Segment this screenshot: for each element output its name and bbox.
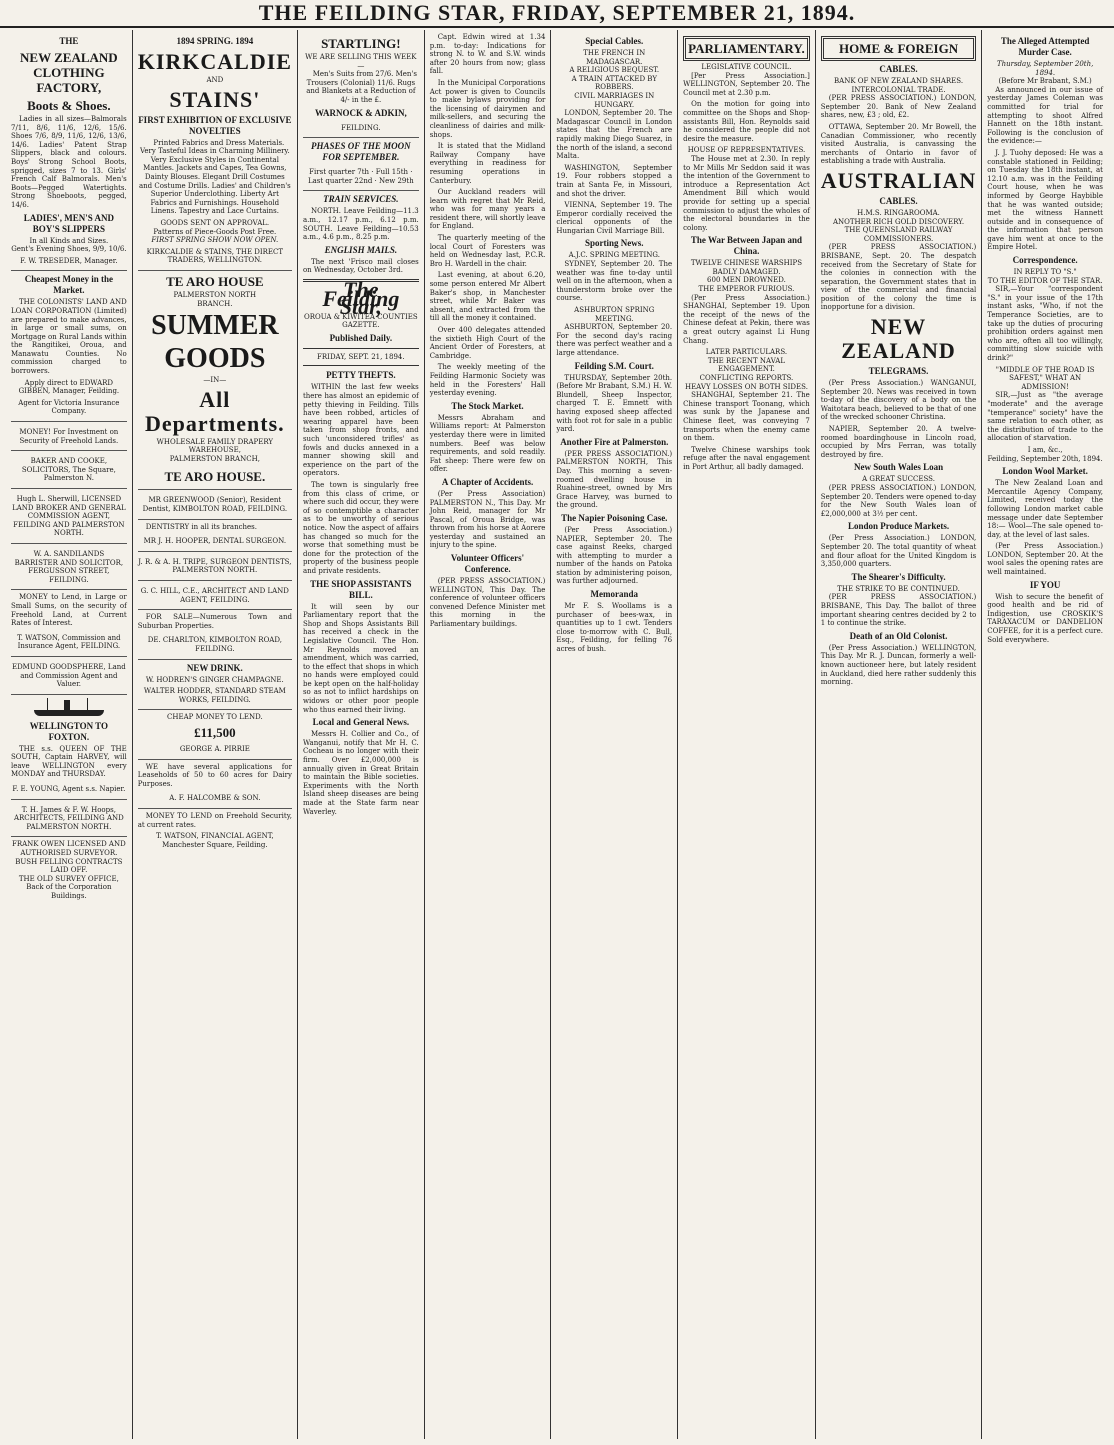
produce-heading: London Produce Markets. [847,521,950,532]
volunteer-heading: Volunteer Officers' Conference. [450,553,525,575]
gold-discovery: ANOTHER RICH GOLD DISCOVERY. [832,217,965,226]
washington-text: WASHINGTON, September 19. Four robbers stopped a train at Santa Fe, in Missouri, and shot the driver. [556,163,673,198]
civil-marriages: CIVIL MARRIAGES IN HUNGARY. [574,91,655,109]
foresters-meeting: The quarterly meeting of the local Court of Foresters was held on Wednesday last, P.C.R. Bro H. Wardell in the chair. [429,234,546,268]
mails-heading: ENGLISH MAILS. [324,244,398,255]
madagascar-text: LONDON, September 20. The Madagascar Council in London states that the French are rapidly making Diego Suarez, in the north of the island, a second Malta. [556,109,673,161]
reply-to-s: IN REPLY TO "S." [1013,268,1077,277]
warnock-adkin: WARNOCK & ADKIN, [314,107,407,118]
intercolonial: INTERCOLONIAL TRADE. [851,85,946,94]
death-heading: Death of an Old Colonist. [849,630,948,641]
leaseholds: WE have several applications for Leaseholds of 50 to 60 acres for Dairy Purposes. [137,762,292,788]
legislative-council: LEGISLATIVE COUNCIL. [701,63,792,71]
cheap-money: CHEAP MONEY TO LEND. [167,713,263,722]
council-met: [Per Press Association.] WELLINGTON, September 20. The Council met at 2.30 p.m. [683,71,810,97]
ashburton-meeting: ASHBURTON SPRING MEETING. [574,306,655,323]
halcombe: A. F. HALCOMBE & SON. [138,791,292,809]
ginger-champagne: W. HODREN'S GINGER CHAMPAGNE. [145,675,284,684]
money-investment: MONEY! For Investment on Security of Freehold Lands. [11,425,127,451]
old-survey-office: THE OLD SURVEY OFFICE, Back of the Corporation Buildings. [18,874,119,900]
slippers-sizes: In all Kinds and Sizes. [29,236,109,245]
goodsphere-ad: EDMUND GOODSPHERE, Land and Commission Agent and Valuer. [11,660,127,695]
baker-cooke: BAKER AND COOKE, SOLICITORS, The Square, Palmerston N. [11,454,127,489]
nsw-success: A GREAT SUCCESS. [862,475,935,484]
gents-shoes: Gent's Evening Shoes, 9/9, 10/6. [11,245,127,254]
men-drowned: 600 MEN DROWNED. [707,276,786,285]
mr-reid: Our Auckland readers will learn with regret that Mr Reid, who was for many years a resident there, will shortly leave for England. [429,188,546,231]
columns [6,30,1108,1439]
column-1 [6,30,132,1439]
startling: STARTLING! [321,36,401,51]
signoff: I am, &c., [1027,445,1063,454]
telegrams: TELEGRAMS. [868,366,929,377]
warships-damaged: TWELVE CHINESE WARSHIPS BADLY DAMAGED. [690,259,803,276]
nz-heading: NEW ZEALAND [841,314,956,364]
young-agent: F. E. YOUNG, Agent s.s. Napier. [11,782,127,800]
walter-hodder: WALTER HODDER, STANDARD STEAM WORKS, FEILDING. [138,684,292,710]
hooper-dentist: MR J. H. HOOPER, DENTAL SURGEON. [138,534,292,552]
letter-text: SIR,—Your "correspondent "S." in your issue of the 17th instant asks, "Who, if not the Temperance Societies, are to take up the duties of procuring prohibition orders against men who are, often all too willingly, committing slow suicide with drink?" [987,285,1103,362]
new-drink: NEW DRINK. [186,662,243,673]
letter-date: Feilding, September 20th, 1894. [987,454,1103,463]
warnock-feilding: FEILDING. [303,121,419,139]
sydney-racing: SYDNEY, September 20. The weather was fine to-day until well on in the afternoon, when a thunderstorm broke over the course. [556,260,673,303]
sandilands-ad: W. A. SANDILANDS BARRISTER AND SOLICITOR, FERGUSSON STREET, FEILDING. [11,547,127,590]
cables-sub: CABLES. [879,64,918,74]
accidents-heading: A Chapter of Accidents. [441,476,534,487]
shearer-text: (PER PRESS ASSOCIATION.) BRISBANE, This Day. The ballot of three important shearing centres decided by 2 to 1 to continue the strike. [820,593,977,628]
palmerston-branch: PALMERSTON BRANCH, [169,454,260,463]
direct-traders: KIRKCALDIE & STAINS, THE DIRECT TRADERS, WELLINGTON. [138,245,292,271]
alleged-murder-heading: The Alleged Attempted Murder Case. [1000,36,1090,57]
in-word: —IN— [203,376,227,385]
watson-financial: T. WATSON, FINANCIAL AGENT, Manchester Square, Feilding. [156,832,274,849]
petty-thefts-p1: WITHIN the last few weeks there has almost an epidemic of petty thieving in Feilding. Tills have been robbed, articles of wearing apparel have been taken from shop fronts, and such 'unconsidered trifles' as fowls and ducks annexed in a manner showing skill and experience on the part of the operators. [302,383,419,478]
wanganui: (Per Press Association.) WANGANUI, September 20. News was received in town to-day of the discovery of a body on the Waitotara beach, believed to be that of one of the wrecked schooner Christina. [820,379,977,422]
religious-bequest: A RELIGIOUS BEQUEST. [569,66,660,75]
wool-market-2: (Per Press Association.) LONDON, September 20. At the wool sales the opening rates are well maintained. [987,542,1103,577]
bush-felling: BUSH FELLING CONTRACTS LAID OFF. [15,857,123,875]
cheapest-money-body: THE COLONISTS' LAND AND LOAN CORPORATION (Limited) are prepared to make advances, in large or small sums, on Mortgage on Rural Lands within the Rangitikei, Oroua, and Manawatu Counties. No commission charged to borrowers. [11,298,127,376]
published-daily: Published Daily. [329,332,393,343]
queensland-railway: THE QUEENSLAND RAILWAY COMMISSIONERS. [844,226,953,243]
cheapest-money-heading: Cheapest Money in the Market. [24,274,113,296]
house-reps-text: The House met at 2.30. In reply to Mr Mills Mr Seddon said it was the intention of the Government to introduce a Representation Act Amendment Bill which would provide for setting up a special commission to adjust the wholes of the electoral boundaries in the colony. [683,154,810,232]
treseder-manager: F. W. TRESEDER, Manager. [11,254,127,272]
strike-continued: THE STRIKE TO BE CONTINUED. [837,584,960,593]
alleged-date: Thursday, September 20th, 1894. [996,60,1094,77]
ottawa: OTTAWA, September 20. Mr Bowell, the Canadian Commissioner, who recently visited Australia, is canvassing the merchants of Ontario in favor of establishing a trade with Australia. [820,122,977,166]
ajc-meeting: A.J.C. SPRING MEETING. [568,251,660,260]
harmonic-society: The weekly meeting of the Feilding Harmonic Society was held in the Foresters' Hall yesterday evening. [429,363,546,398]
home-foreign-heading: HOME & FOREIGN [821,36,976,61]
column-8 [981,30,1108,1439]
shop-bill-heading: THE SHOP ASSISTANTS BILL. [310,578,412,600]
for-sale: FOR SALE—Numerous Town and Suburban Properties. [137,613,292,630]
special-cables-heading: Special Cables. [585,36,644,46]
middle-road: "MIDDLE OF THE ROAD IS SAFEST," WHAT AN ADMISSION! [995,365,1095,391]
te-aro-house-2: TE ARO HOUSE. [138,466,292,490]
fire-heading: Another Fire at Palmerston. [560,436,669,447]
napier-heading: The Napier Poisoning Case. [561,512,668,523]
death-text: (Per Press Association.) WELLINGTON, This Day. Mr R. J. Duncan, formerly a well-known auctioneer here, but lately resident in Auckland, died here rather suddenly this morning. [820,643,977,687]
wool-heading: London Wool Market. [1002,466,1088,477]
correspondence-heading: Correspondence. [1012,255,1078,266]
issue-date: FRIDAY, SEPT. 21, 1894. [317,352,405,361]
spring-show: FIRST SPRING SHOW NOW OPEN. [151,236,279,245]
brisbane-text: (PER PRESS ASSOCIATION.) BRISBANE, Sept. 20. The despatch received from the Secretary of State for the colonies in connection with the separation, the Government states that in view of the commercial and financial position of the colony the time is inopportune for a division. [820,243,977,312]
masthead-title: THE FEILDING STAR, FRIDAY, SEPTEMBER 21, 1894. [258,0,856,25]
architects-ad: T. H. James & F. W. Hoops, ARCHITECTS, FEILDING AND PALMERSTON NORTH. [11,803,127,838]
watson-agent: T. WATSON, Commission and Insurance Agent, FEILDING. [11,631,127,657]
branch: BRANCH. [197,299,233,308]
wholesale: WHOLESALE FAMILY DRAPERY WAREHOUSE, [156,437,274,455]
australian-cables: CABLES. [879,195,918,206]
petty-thefts-p2: The town is singularly free from this class of crime, or where such did occur, they were of so contemptible a character as to be unworthy of serious notice. Now the aspect of affairs has changed so much for the worse that something must be done for the protection of the property of the business people and private residents. [302,481,419,575]
nsw-loan: (PER PRESS ASSOCIATION.) LONDON, September 20. Tenders were opened to-day for the New South Wales loan of £2,000,000 at 3½ per cent. [820,484,977,518]
if-you: IF YOU [1029,579,1061,590]
ringarooma: H.M.S. RINGAROOMA. [857,208,940,217]
oroua-gazette: OROUA & KIWITEA COUNTIES GAZETTE. [304,312,418,330]
shop-bill: It will seen by our Parliamentary report that the Shop and Shops Assistants Bill has received a check in the Legislative Council. The Hon. Mr Reynolds moved an amendment, which was carried, to the effect that shops in which no hands were employed could be kept open on the half-holiday so as not to inflict hardships on widows or other poor people who thus earned their living. [302,602,419,714]
memoranda-heading: Memoranda [590,589,639,600]
all-departments: All Departments. [144,386,285,436]
stains-title: STAINS' [169,86,261,112]
column-6 [677,30,815,1439]
victoria-insurance: Agent for Victoria Insurance Company. [11,396,127,422]
queen-of-south: THE s.s. QUEEN OF THE SOUTH, Captain HARVEY, will leave WELLINGTON every MONDAY and THURSDAY. [11,744,127,779]
sm-court: THURSDAY, September 20th. (Before Mr Brabant, S.M.) H. W. Blundell, Sheep Inspector, charged T. E. Emnett with having exposed sheep affected with foot rot for sale in a public yard. [556,373,673,434]
clothing-factory-title: NEW ZEALAND CLOTHING FACTORY, [20,50,118,95]
summer-title: SUMMER [151,310,279,342]
te-aro-house: TE ARO HOUSE [166,273,264,289]
hill-architect: G. C. HILL, C.E., ARCHITECT AND LAND AGENT, FEILDING. [138,584,292,610]
palmerston-north: PALMERSTON NORTH [173,290,257,299]
produce-markets: (Per Press Association.) LONDON, September 20. The total quantity of wheat and flour afloat for the United Kingdom is 3,350,000 quarters. [820,534,977,569]
wool-market: The New Zealand Loan and Mercantile Agency Company, Limited, received today the following London market cable message under date September 18:— Wool—The sale opened to-day, at the level of last sales. [987,479,1103,539]
napier-poisoning: (Per Press Association.) NAPIER, September 20. The case against Reeks, charged with attempting to murder a number of the hands on Patoka station by administering poison, was further adjourned. [556,525,673,586]
conflicting-reports: CONFLICTING REPORTS. [699,374,794,382]
wellington-foxton: WELLINGTON TO FOXTON. [29,720,108,742]
local-news: Messrs H. Collier and Co., of Wanganui, notify that Mr H. C. Cocheau is no longer with their firm. Over £2,000,000 is annually given in Great Britain to maintain the Bible societies. Experiments with the North Island sheep diseases are being made at the State farm near Waverley. [302,730,419,816]
sherwill-ad: Hugh L. Sherwill, LICENSED LAND BROKER AND GENERAL COMMISSION AGENT, FEILDING AND PALMERSTON NORTH. [11,492,127,544]
madagascar: THE FRENCH IN MADAGASCAR. [583,49,646,66]
weather-forecast: Capt. Edwin wired at 1.34 p.m. to-day: Indications for strong N. to W. and S.W. winds after 20 hours from now; glass fall. [429,33,546,76]
charlton: DE. CHARLTON, KIMBOLTON ROAD, FEILDING. [138,633,292,659]
shearer-heading: The Shearer's Difficulty. [851,571,946,582]
sm-court-heading: Feilding S.M. Court. [574,360,654,371]
goods-approval: GOODS SENT ON APPROVAL. [160,218,270,227]
apply-gibben: Apply direct to EDWARD GIBBEN, Manager, Feilding. [18,378,120,396]
feilding-star-nameplate: The Feilding Star, [322,276,400,320]
column-5 [550,30,677,1439]
selling-week: WE ARE SELLING THIS WEEK— [305,53,417,70]
train-heading: TRAIN SERVICES. [323,194,399,205]
volunteer: (PER PRESS ASSOCIATION.) WELLINGTON, This Day. The conference of volunteer officers convened Defence Minister met this morning in the Parliamentary buildings. [429,577,546,629]
war-heading: The War Between Japan and China. [690,235,803,257]
war-text: (Per Press Association.) SHANGHAI, September 19. Upon the receipt of the news of the Chinese defeat at Pekin, there was a great outcry against Li Hung Chang. [683,293,810,345]
spring-season: 1894 SPRING. 1894 [176,36,254,46]
midland-railway: It is stated that the Midland Railway Company have everything in readiness for resuming operations in Canterbury. [429,142,546,185]
coffee-ad: Wish to secure the benefit of good health and be rid of Indigestion, use CROSKIK'S TARAXACUM or DANDELION COFFEE, for it is a perfect cure. Sold everywhere. [987,592,1103,644]
first-exhibition: FIRST EXHIBITION OF EXCLUSIVE NOVELTIES [138,114,292,136]
ashburton-text: ASHBURTON, September 20. For the second day's racing there was perfect weather and a large attendance. [556,323,673,357]
greenwood-dentist: MR GREENWOOD (Senior), Resident Dentist, KIMBOLTON ROAD, FEILDING. [138,493,292,519]
frank-owen: FRANK OWEN LICENSED AND AUTHORISED SURVEYOR. [12,840,126,858]
pirrie: GEORGE A. PIRRIE [138,742,292,760]
train-robbers: A TRAIN ATTACKED BY ROBBERS. [571,74,657,92]
boots-body: Ladies in all sizes—Balmorals 7/11, 8/6, 11/6, 12/6, 15/6. Shoes 7/6, 8/9, 11/6, 12/6, 13/6, 14/6. Ladies' Patent Strap Slippers, black and colours. Boys' Strong School Boots, sprigged, sizes 7 to 13. Girls' French Calf Balmorals. Men's Boots—Pegged Watertights. Strong Shoeboots, pegged, 14/6. [11,115,127,209]
emperor-furious: THE EMPEROR FURIOUS. [698,285,795,294]
masthead [0,0,1114,28]
selling-items: Men's Suits from 27/6. Men's Trousers (Colonial) 11/6. Rugs and Blankets at a Reduction of 4/- in the £. [306,70,417,104]
english-mails: The next 'Frisco mail closes on Wednesday, October 3rd. [302,257,419,275]
heavy-losses: HEAVY LOSSES ON BOTH SIDES. [684,382,808,391]
sporting-heading: Sporting News. [585,238,644,249]
fire: (PER PRESS ASSOCIATION.) PALMERSTON NORTH, This Day. This morning a seven-roomed dwelling house in Ruahine-street, owned by Mrs Grace Harvey, was burned to the ground. [556,449,673,510]
shops-debate: On the motion for going into committee on the Shops and Shop-assistants Bill, Hon. Reynolds said he considered the people did not desire the measure. [683,100,810,143]
parliamentary-heading: PARLIAMENTARY. [683,36,810,61]
vienna-text: VIENNA, September 19. The Emperor cordially received the clerical opponents of the Hungarian Civil Marriage Bill. [556,201,673,235]
naval-engagement: THE RECENT NAVAL ENGAGEMENT. [707,356,785,374]
bank-shares: BANK OF NEW ZEALAND SHARES. [834,77,964,85]
column-3 [297,30,424,1439]
alleged-text: As announced in our issue of yesterday James Coleman was committed for trial for attempting to shoot Alfred Hannett on the 18th instant. Following is the conclusion of the evidence:— [987,85,1103,146]
slippers-heading: LADIES', MEN'S AND BOY'S SLIPPERS [23,212,114,234]
letter-text-2: SIR,—Just as "the average "moderate" and the average "temperance" society" have the same relation to each other, as the distribution of trade to the allocation of starvation. [987,391,1103,443]
nsw-loan-heading: New South Wales Loan [853,462,944,473]
novelties-list: Printed Fabrics and Dress Materials. Very Tasteful Ideas in Charming Millinery. Very Exclusive Styles in Continental Mantles. Jackets and Capes, Tea Gowns, Dainty Blouses. Elegant Drill Costumes and Costume Drills. Ladies' and Children's Superior Underclothing. Liberty Art Fabrics and Furnishings. Household Linens. Tapestry and Lace Curtains. [138,138,291,216]
loan-amount: £11,500 [194,724,236,740]
goods-title: GOODS [164,343,266,375]
stock-market: Messrs Abraham and Williams report: At Palmerston yesterday there were in limited numbers. Beef was below requirements, and sold readily. Fat sheep: There were few on offer. [429,413,546,474]
column-2 [132,30,297,1439]
port-arthur: Twelve Chinese warships took refuge after the naval engagement in Port Arthur, all badly damaged. [683,445,810,471]
petty-thefts-heading: PETTY THEFTS. [326,370,396,381]
dentistry: DENTISTRY in all its branches. [145,522,257,531]
boots-heading: Boots & Shoes. [27,98,111,113]
baker-theft: Last evening, at about 6.20, some person entered Mr Albert Baker's shop, in Manchester street, while Mr Baker was absent, and extracted from the till all the money it contained. [429,271,546,323]
tuohy-evidence: J. J. Tuohy deposed: He was a constable stationed in Feilding; on Tuesday the 18th instant, at 12.10 a.m. was in the Feilding Court house, when he was informed by George Haybible that he was wanted outside; met the witness Hannett outside and in consequence of the information that person gave him went at once to the Empire Hotel. [987,148,1103,252]
steamship-icon [29,698,109,718]
high-court-foresters: Over 400 delegates attended the sixtieth High Court of the Ancient Order of Foresters, at Cambridge. [429,326,546,360]
train-services: NORTH. Leave Feilding—11.3 a.m., 12.17 p.m., 6.12 p.m. SOUTH. Leave Feilding—10.53 a.m., 4.6 p.m., 8.25 p.m. [302,207,419,242]
later-particulars: LATER PARTICULARS. [705,348,788,357]
column-4 [424,30,551,1439]
and-word: AND [206,76,224,84]
moon-phases: First quarter 7th · Full 15th · Last quarter 22nd · New 29th [303,165,419,191]
australian-heading: AUSTRALIAN [820,167,977,193]
london-shares: (PER PRESS ASSOCIATION.) LONDON, September 20. Bank of New Zealand shares, new, £3 ; old, £2. [820,94,977,120]
house-reps: HOUSE OF REPRESENTATIVES. [687,146,806,155]
patterns-free: Patterns of Piece-Goods Post Free. [153,227,277,236]
shanghai-text: SHANGHAI, September 21. The Chinese transport Toonang, which was sunk by the Japanese and Chinese fleet, was conveying 7 transports when the enemy came on them. [683,391,810,443]
to-editor: TO THE EDITOR OF THE STAR. [987,276,1103,285]
municipal-act: In the Municipal Corporations Act power is given to Councils to make bylaws providing for the licensing of dairymen and milk-sellers, and securing the cleanliness of dairies and milk-shops. [429,78,546,139]
money-lend-2: MONEY TO LEND on Freehold Security, at current rates. [137,811,292,829]
napier-fire: NAPIER, September 20. A twelve-roomed boardinghouse in Lincoln road, occupied by Mrs Ferran, was totally destroyed by fire. [820,425,977,459]
tripe-surgeons: J. R. & A. H. TRIPE, SURGEON DENTISTS, PALMERSTON NORTH. [138,555,292,581]
local-news-heading: Local and General News. [312,717,410,728]
column-7 [815,30,981,1439]
moon-heading: PHASES OF THE MOON FOR SEPTEMBER. [311,141,411,163]
accidents: (Per Press Association) PALMERSTON N., This Day. Mr John Reid, manager for Mr Pascal, of Oroua Bridge, was thrown from his horse at Aorere yesterday and sustained an injury to the spine. [429,489,546,550]
money-lend: MONEY to Lend, in Large or Small Sums, on the security of Freehold Land, at Current Rates of Interest. [11,593,127,628]
memoranda: Mr F. S. Woollams is a purchaser of bees-wax, in quantities up to 1 cwt. Tenders close to-morrow with C. Bull, Esq., Feilding, for felling 76 acres of bush. [556,602,673,654]
before-brabant: (Before Mr Brabant, S.M.) [998,77,1092,86]
kirkcaldie-title: KIRKCALDIE [137,49,292,74]
stock-market-heading: The Stock Market. [451,400,524,411]
clothing-top: THE [59,36,79,46]
